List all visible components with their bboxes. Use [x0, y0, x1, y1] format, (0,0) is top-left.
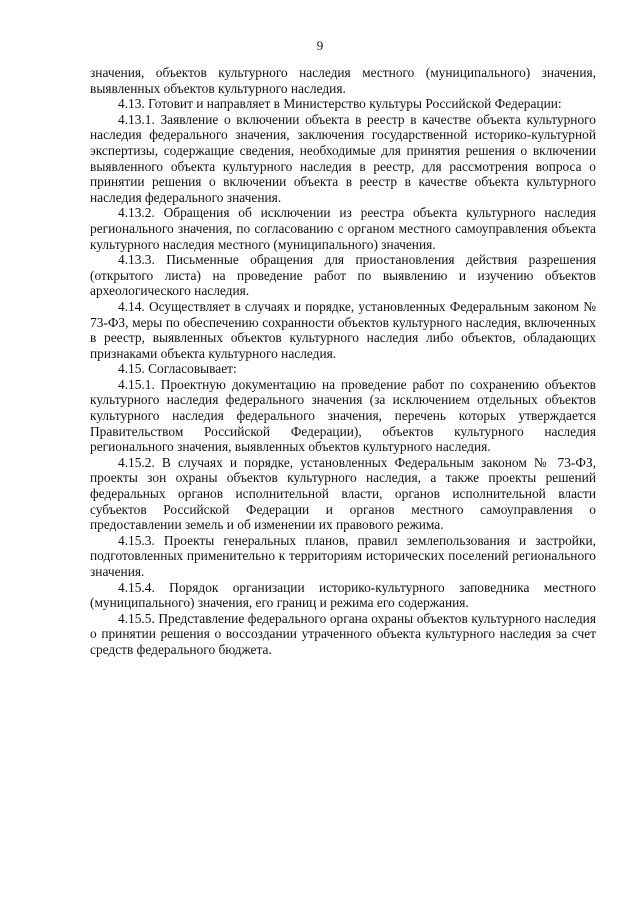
paragraph-4-15-1: 4.15.1. Проектную документацию на проведение работ по сохранению объектов культурного наследия федерального значения (за исключением отдельных объектов культурного наследия федерального значения, перечень которых утверждается Правительством Российской Федерации), объектов культурного наследия регионального значения, выявленных объектов культурного наследия. [90, 376, 596, 455]
paragraph-4-13: 4.13. Готовит и направляет в Министерство культуры Российской Федерации: [118, 96, 562, 112]
paragraph-continuation: значения, объектов культурного наследия местного (муниципального) значения, выявленных объектов культурного наследия. [90, 65, 596, 96]
paragraph-4-13-3: 4.13.3. Письменные обращения для приостановления действия разрешения (открытого листа) на проведение работ по выявлению и изучению объектов археологического наследия. [90, 252, 596, 299]
document-body [90, 65, 596, 658]
paragraph-4-15-4: 4.15.4. Порядок организации историко-культурного заповедника местного (муниципального) значения, его границ и режима его содержания. [90, 579, 596, 611]
paragraph-4-15-3: 4.15.3. Проекты генеральных планов, правил землепользования и застройки, подготовленных применительно к территориям исторических поселений регионального значения. [90, 532, 596, 579]
paragraph-4-15-2: 4.15.2. В случаях и порядке, установленных Федеральным законом № 73-ФЗ, проекты зон охраны объектов культурного наследия, а также проекты решений федеральных органов исполнительной власти, органов исполнительной власти субъектов Российской Федерации и органов местного самоуправления о предоставлении земель и об изменении их правового режима. [90, 454, 596, 533]
paragraph-4-15-5: 4.15.5. Представление федерального органа охраны объектов культурного наследия о принятии решения о воссоздании утраченного объекта культурного наследия за счет средств федерального бюджета. [90, 610, 596, 657]
paragraph-4-13-2: 4.13.2. Обращения об исключении из реестра объекта культурного наследия регионального значения, по согласованию с органом местного самоуправления объекта культурного наследия местного (муниципального) значения. [90, 205, 596, 252]
paragraph-4-14: 4.14. Осуществляет в случаях и порядке, установленных Федеральным законом № 73-ФЗ, меры по обеспечению сохранности объектов культурного наследия, включенных в реестр, выявленных объектов культурного наследия либо объектов, обладающих признаками объекта культурного наследия. [90, 298, 596, 361]
page-number: 9 [316, 38, 324, 53]
paragraph-4-13-1: 4.13.1. Заявление о включении объекта в реестр в качестве объекта культурного наследия федерального значения, заключения государственной историко-культурной экспертизы, содержащие сведения, необходимые для принятия решения о включении выявленного объекта культурного наследия в реестр, для рассмотрения вопроса о принятии решения о включении объекта в реестр в качестве объекта культурного наследия федерального значения. [90, 111, 596, 205]
paragraph-4-15: 4.15. Согласовывает: [118, 361, 237, 377]
